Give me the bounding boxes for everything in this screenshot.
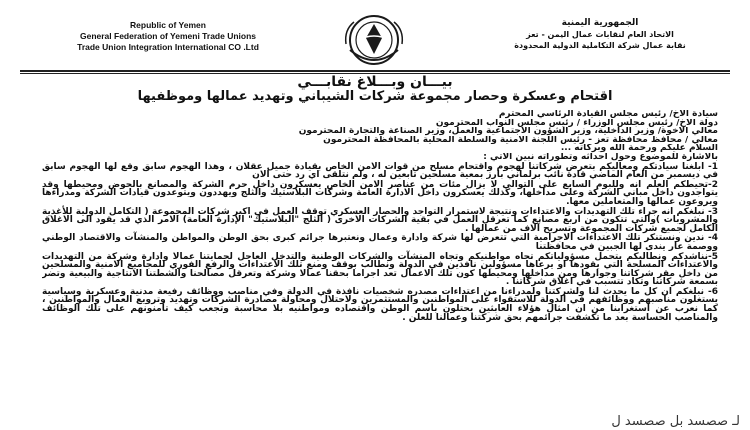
paragraph-3: 3- نبلغكم انه جراء تلك التهديدات والاعتداءات ونتيجة لاستمرار التواجد والحصار العسكري توقف العمل في اكبر شركات المجموعة ( التكامل الدولية للأغذية والمشروبات )والتي تتكون من اربع مصانع كما تعرقل العمل في بقية الشركات الاخرى ( الثلج "البلاستيك" الإدارة العامة) الامر الذي قد يقود الى الاغلاق الكامل لجميع شركات المجموعة وتسريح آلاف من عمالها . (42, 206, 718, 234)
header-en-line2: General Federation of Yemeni Trade Unions (79, 31, 257, 41)
paragraph-2: 2-تحيطكم العلم انه وللبوم السابع على التوالي لا يزال مئات من عناصر الامن الخاص يعسكرون داخل حرم الشركة والمصانع بالحوض ومحيطها وقد يتواجدون داخل مباني الشركة وعلى مداخلها، وكذلك يعسكرون داخل الادارة العامة وشركات البلاستيك والثلج ويهددون ويتوعدون قيادات الشركة ومدراءها ويروعون عمالها والمتعاملين معها. (42, 179, 718, 207)
document-body (42, 110, 718, 380)
address-line (42, 110, 718, 119)
address-line (42, 127, 718, 136)
address-honorific: المحترمون (298, 127, 346, 136)
header-english (48, 20, 288, 53)
address-honorific: المحترمون (435, 118, 483, 128)
paragraph-1: 1- ابلغنا سيادتكم ومعاليكم بتعرض شركاتنا لهجوم واقتحام مسلح من قوات الامن الخاص بقيادة جميل عقلان ، وهذا الهجوم سابق وقع لها الهجوم سابق في ديسمبر من العام الماضي قادة نائب برلماني بارز بمعية مسلحين تابعين له ، ولم نتلقى اي رد حتى الان (42, 161, 718, 181)
header-divider (20, 70, 730, 72)
union-emblem-icon (336, 10, 412, 74)
cropped-next-page-text: لـ ‎صصسد‎ بل ‎صصسد‎ ل (611, 414, 740, 429)
greeting: السلام عليكم ورحمة الله وبركاته ... (560, 144, 718, 153)
paragraph-4: 4- ندين ونستنكر تلك الاعتداءات الاجرامية التي تتعرض لها شركة وادارة وعمال ونعتبرها جرائم كبرى بحق الوطن والمواطن والمنشآت والاقتصاد الوطني ووصمة عار يندى لها الجبين في محافظتنا (42, 233, 718, 252)
header-arabic (480, 18, 720, 51)
document-title: بيـــان وبـــلاغ نقابـــي (297, 74, 453, 90)
header-ar-line3: نقابة عمال شركة التكاملية الدولية المحدودة (514, 41, 686, 50)
address-recipient: معالي الاخوة/ وزير الداخلية، وزير الشؤون الاجتماعية والعمل، وزير الصناعة والتجارة (349, 127, 718, 136)
header-ar-line2: الاتحاد العام لنقابات عمال اليمن - تعز (526, 30, 674, 39)
intro-line: بالاشارة للموضوع وحول احداثه وتطوراته نبين الاتي : (483, 152, 718, 162)
header-en-line1: Republic of Yemen (130, 20, 206, 30)
address-recipient: دولة الاخ/ رئيس مجلس الوزراء / رئيس مجلس النواب (486, 118, 718, 128)
paragraph-6: 6- نبلغكم ان كل ما يحدث لنا ولشركتنا ولمدراءنا من اعتداءات مصدره شخصيات نافذة في الدولة وفي مناصب ووظائف رفيعة مدنية وعسكرية وسياسية يستغلون مناصبهم ووظائفهم في الدولة للاستقواء على المواطنين والمستثمرين ولاحتلال ومحاولة مصادرة الشركات وتهديد وترويع العمال والمواطنين ، كما نعرب عن استغرابنا من ان امثال هؤلاء العابثين يحتلون باسم الوطن واقتصاده ومواطنيه بلا محاسبة وتجعب كيف تأمنونهم على تلك الوظائف والمناصب الحساسة بعد ما تكشفت جرائمهم بحق شركتنا وعمالنا للعلن . (42, 286, 718, 323)
address-honorific: المحترمون (323, 135, 371, 145)
address-recipient: سيادة الاخ/ رئيس مجلس القيادة الرئاسي (536, 110, 718, 119)
address-line (42, 119, 718, 128)
header-ar-line1: الجمهورية اليمنية (561, 18, 639, 28)
paragraph-5: 5-نناشدكم ونطالبكم بتحمل مسؤولياتكم تجاه مواطنيكم وتجاه المنشآت والشركات الوطنية والتدخل العاجل لحمايتنا عمالا وادارة وشركة من التهديدات والاعتداءات المسلحة التي يقودها او يرعاها مسؤولين نافذين في الدولة ونطالب بوقف ومنع تلك الاعتداءات والرفع الفوري للمجاميع الامنية والمسلحين من داخل مقر شركاتنا وجوارها ومن مداخلها ومحيطها كون تلك الاعمال تعد اجراما بحقنا عمالا وشركة وتعرقل مصالحنا والشطتنا الانتاجية والبيعية وتضر بسمعة شركاتنا وتكاد تتسبب في اغلاق شركاتنا . (42, 251, 718, 288)
header-en-line3: Trade Union Integration International CO .Ltd (77, 42, 259, 52)
address-honorific: المحترم (498, 110, 534, 119)
address-recipient: معالي / محافظ محافظة تعز - رئيس اللجنة الامنية والسلطة المحلية بالمحافظة (373, 135, 718, 145)
address-line (42, 136, 718, 145)
document-subtitle: اقتحام وعسكرة وحصار مجموعة شركات الشيباني وتهديد عمالها وموظفيها (137, 89, 613, 104)
